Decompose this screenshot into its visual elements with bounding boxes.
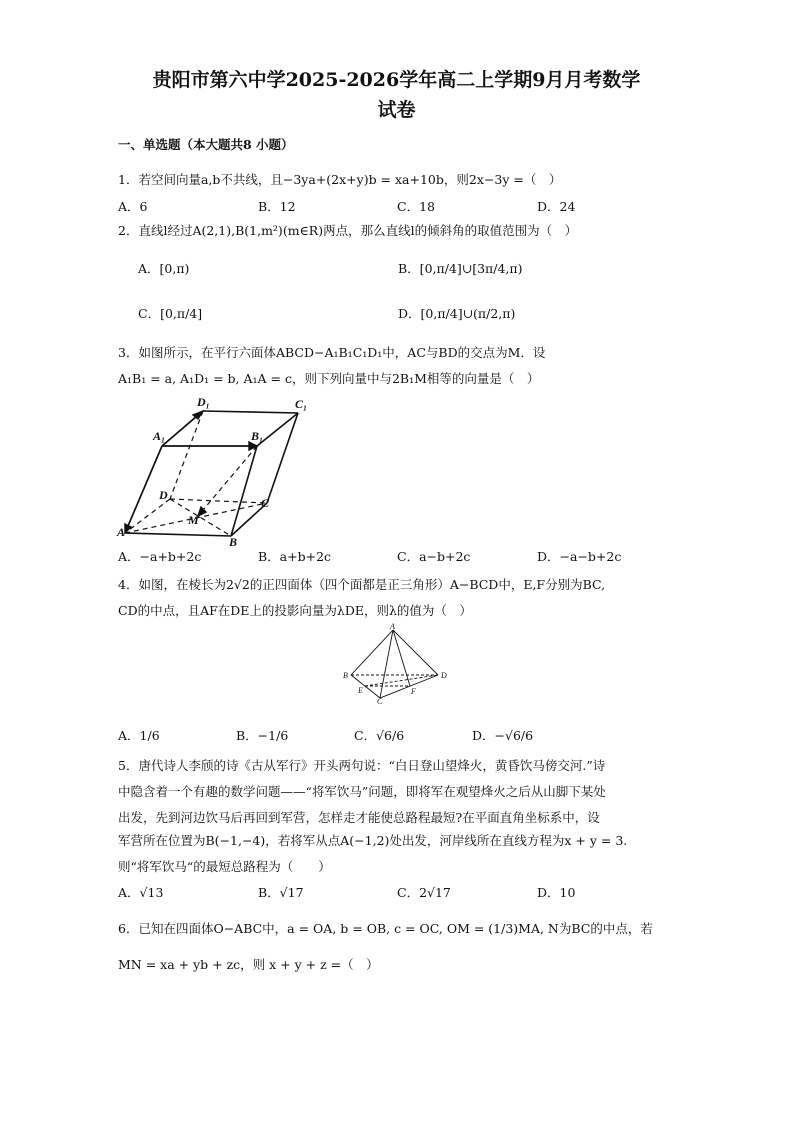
question-5-stem-line3: 出发，先到河边饮马后再回到军营，怎样走才能使总路程最短?在平面直角坐标系中，设 — [118, 810, 600, 825]
q2-option-c: C．[0,π/4] — [138, 306, 203, 321]
question-3-stem-line2: A₁B₁ = a, A₁D₁ = b, A₁A = c，则下列向量中与2B₁M相等的向量是（ ） — [118, 371, 540, 386]
parallelepiped-figure — [115, 396, 330, 546]
q5-option-c: C．2√17 — [397, 885, 451, 900]
page-title: 贵阳市第六中学2025-2026学年高二上学期9月月考数学 — [152, 69, 641, 91]
label-a1: A₁ — [153, 429, 166, 443]
section-heading: 一、单选题（本大题共8 小题） — [118, 137, 294, 152]
question-3-stem-line1: 3．如图所示，在平行六面体ABCD−A₁B₁C₁D₁中，AC与BD的交点为M．设 — [118, 345, 546, 360]
label-b: B — [229, 535, 238, 546]
label-c: C — [377, 697, 383, 704]
q2-option-b: B．[0,π/4]∪[3π/4,π) — [398, 261, 523, 276]
q5-option-a: A．√13 — [118, 885, 164, 900]
q5-option-b: B．√17 — [258, 885, 304, 900]
question-1-stem: 1．若空间向量a,b不共线，且−3ya+(2x+y)b = xa+10b，则2x−3y =（ ） — [118, 172, 562, 187]
page-title-line2: 试卷 — [377, 99, 416, 121]
q1-option-b: B．12 — [258, 199, 296, 214]
label-c1: C₁ — [295, 397, 308, 411]
question-5-stem-line4: 军营所在位置为B(−1,−4)，若将军从点A(−1,2)处出发，河岸线所在直线方程为x + y = 3. — [118, 833, 628, 848]
label-d1: D₁ — [197, 396, 210, 409]
question-4-stem-line2: CD的中点，且AF在DE上的投影向量为λDE，则λ的值为（ ） — [118, 603, 472, 618]
q3-option-c: C．a−b+2c — [397, 549, 471, 564]
label-a: A — [390, 622, 395, 631]
q3-option-a: A．−a+b+2c — [118, 549, 202, 564]
label-e: E — [358, 686, 363, 695]
q5-option-d: D．10 — [537, 885, 576, 900]
q3-option-d: D．−a−b+2c — [537, 549, 622, 564]
question-4-stem-line1: 4．如图，在棱长为2√2的正四面体（四个面都是正三角形）A−BCD中，E,F分别为BC, — [118, 577, 606, 592]
label-c: C — [261, 496, 270, 510]
q3-option-b: B．a+b+2c — [258, 549, 332, 564]
label-d: D — [159, 488, 168, 502]
q1-option-c: C．18 — [397, 199, 435, 214]
q1-option-a: A．6 — [118, 199, 148, 214]
label-b: B — [343, 671, 348, 680]
label-d: D — [441, 671, 447, 680]
question-5-stem-line5: 则“将军饮马“的最短总路程为（ ） — [118, 859, 331, 874]
question-6-stem-line2: MN = xa + yb + zc，则 x + y + z =（ ） — [118, 957, 379, 972]
q1-option-d: D．24 — [537, 199, 576, 214]
label-f: F — [411, 687, 416, 696]
q2-option-a: A．[0,π) — [138, 261, 190, 276]
q4-option-b: B．−1/6 — [236, 728, 289, 743]
q4-option-a: A．1/6 — [118, 728, 160, 743]
question-6-stem-line1: 6．已知在四面体O−ABC中，a = OA, b = OB, c = OC, OM = (1/3)MA, N为BC的中点，若 — [118, 921, 653, 936]
q2-option-d: D．[0,π/4]∪(π/2,π) — [398, 306, 516, 321]
tetrahedron-figure — [338, 622, 458, 704]
question-5-stem-line2: 中隐含着一个有趣的数学问题——“将军饮马”问题，即将军在观望烽火之后从山脚下某处 — [118, 784, 606, 799]
label-m: M — [188, 513, 199, 527]
label-a: A — [117, 525, 126, 539]
question-2-stem: 2．直线l经过A(2,1),B(1,m²)(m∈R)两点，那么直线l的倾斜角的取值范围为（ ） — [118, 223, 578, 238]
q4-option-d: D．−√6/6 — [472, 728, 534, 743]
label-b1: B₁ — [251, 429, 264, 443]
q4-option-c: C．√6/6 — [354, 728, 405, 743]
question-5-stem-line1: 5．唐代诗人李颀的诗《古从军行》开头两句说：“白日登山望烽火，黄昏饮马傍交河.”诗 — [118, 758, 606, 773]
